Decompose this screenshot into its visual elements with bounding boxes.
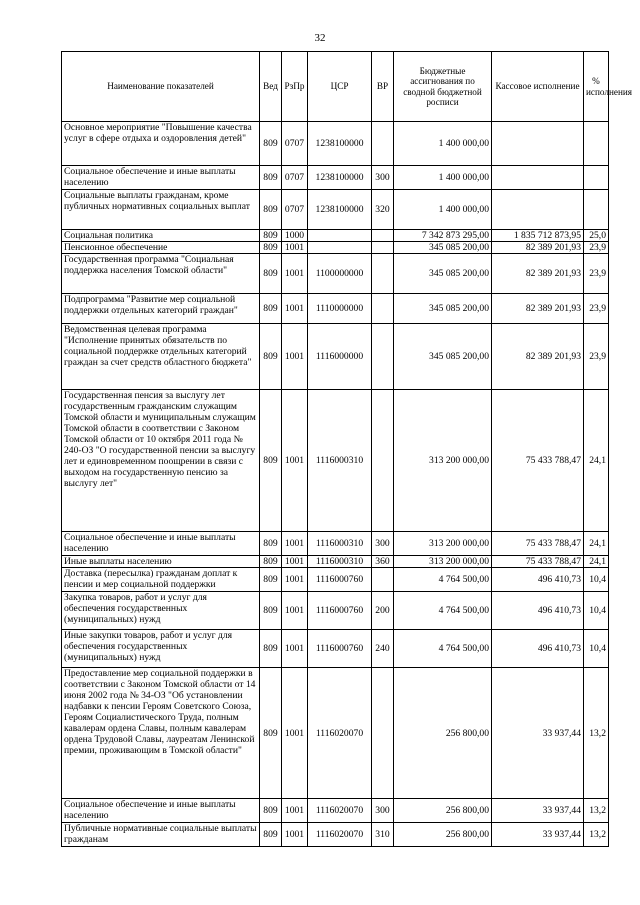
header-rzpr: РзПр xyxy=(282,52,308,122)
cell-ved: 809 xyxy=(260,532,282,556)
cell-csr: 1116000760 xyxy=(308,592,372,630)
cell-rzpr: 1001 xyxy=(282,532,308,556)
table-row xyxy=(62,230,609,242)
cell-percent: 25,0 xyxy=(584,230,609,242)
cell-cash: 496 410,73 xyxy=(492,568,584,592)
cell-name: Иные выплаты населению xyxy=(62,556,260,568)
cell-rzpr: 1001 xyxy=(282,324,308,390)
cell-csr: 1116020070 xyxy=(308,799,372,823)
cell-budget: 7 342 873 295,00 xyxy=(394,230,492,242)
cell-budget: 345 085 200,00 xyxy=(394,242,492,254)
cell-name: Публичные нормативные социальные выплаты гражданам xyxy=(62,823,260,847)
cell-csr: 1110000000 xyxy=(308,294,372,324)
cell-rzpr: 0707 xyxy=(282,166,308,190)
cell-cash: 82 389 201,93 xyxy=(492,242,584,254)
cell-rzpr: 1001 xyxy=(282,799,308,823)
cell-vr: 310 xyxy=(372,823,394,847)
cell-rzpr: 1000 xyxy=(282,230,308,242)
cell-cash: 82 389 201,93 xyxy=(492,324,584,390)
cell-cash: 33 937,44 xyxy=(492,799,584,823)
page-number: 32 xyxy=(314,32,326,44)
header-vr: ВР xyxy=(372,52,394,122)
cell-name: Основное мероприятие "Повышение качества услуг в сфере отдыха и оздоровления детей" xyxy=(62,122,260,166)
cell-csr: 1100000000 xyxy=(308,254,372,294)
table-row xyxy=(62,556,609,568)
table-row xyxy=(62,630,609,668)
cell-csr: 1116020070 xyxy=(308,668,372,799)
cell-ved: 809 xyxy=(260,799,282,823)
cell-name: Подпрограмма "Развитие мер социальной поддержки отдельных категорий граждан" xyxy=(62,294,260,324)
cell-cash: 496 410,73 xyxy=(492,592,584,630)
cell-percent xyxy=(584,190,609,230)
cell-cash xyxy=(492,166,584,190)
cell-cash: 75 433 788,47 xyxy=(492,556,584,568)
cell-ved: 809 xyxy=(260,324,282,390)
cell-ved: 809 xyxy=(260,230,282,242)
cell-vr: 360 xyxy=(372,556,394,568)
table-row xyxy=(62,799,609,823)
cell-name: Государственная программа "Социальная поддержка населения Томской области" xyxy=(62,254,260,294)
cell-cash: 82 389 201,93 xyxy=(492,294,584,324)
cell-name: Закупка товаров, работ и услуг для обеспечения государственных (муниципальных) нужд xyxy=(62,592,260,630)
cell-vr xyxy=(372,324,394,390)
cell-ved: 809 xyxy=(260,294,282,324)
header-cash: Кассовое исполнение xyxy=(492,52,584,122)
cell-percent: 23,9 xyxy=(584,242,609,254)
cell-rzpr: 1001 xyxy=(282,568,308,592)
cell-vr: 300 xyxy=(372,799,394,823)
cell-budget: 256 800,00 xyxy=(394,799,492,823)
table-row xyxy=(62,254,609,294)
cell-rzpr: 1001 xyxy=(282,242,308,254)
cell-name: Социальная политика xyxy=(62,230,260,242)
table-row xyxy=(62,592,609,630)
table-row xyxy=(62,668,609,799)
cell-percent: 10,4 xyxy=(584,568,609,592)
table-row xyxy=(62,390,609,532)
cell-percent: 23,9 xyxy=(584,294,609,324)
cell-rzpr: 1001 xyxy=(282,294,308,324)
cell-percent: 24,1 xyxy=(584,390,609,532)
cell-budget: 345 085 200,00 xyxy=(394,254,492,294)
cell-cash: 496 410,73 xyxy=(492,630,584,668)
cell-vr xyxy=(372,668,394,799)
cell-cash: 75 433 788,47 xyxy=(492,532,584,556)
cell-rzpr: 1001 xyxy=(282,592,308,630)
cell-vr xyxy=(372,230,394,242)
cell-percent: 23,9 xyxy=(584,254,609,294)
cell-csr xyxy=(308,230,372,242)
cell-percent xyxy=(584,166,609,190)
cell-ved: 809 xyxy=(260,568,282,592)
cell-percent: 24,1 xyxy=(584,532,609,556)
cell-budget: 313 200 000,00 xyxy=(394,390,492,532)
cell-ved: 809 xyxy=(260,823,282,847)
cell-budget: 256 800,00 xyxy=(394,668,492,799)
cell-budget: 345 085 200,00 xyxy=(394,294,492,324)
cell-name: Социальные выплаты гражданам, кроме публичных нормативных социальных выплат xyxy=(62,190,260,230)
cell-csr: 1116000000 xyxy=(308,324,372,390)
cell-cash: 33 937,44 xyxy=(492,668,584,799)
cell-rzpr: 1001 xyxy=(282,823,308,847)
table-row xyxy=(62,532,609,556)
cell-budget: 313 200 000,00 xyxy=(394,556,492,568)
cell-budget: 313 200 000,00 xyxy=(394,532,492,556)
table-row xyxy=(62,823,609,847)
table-row xyxy=(62,122,609,166)
cell-vr xyxy=(372,568,394,592)
table-header-row xyxy=(62,52,609,122)
cell-name: Доставка (пересылка) гражданам доплат к пенсии и мер социальной поддержки xyxy=(62,568,260,592)
cell-name: Иные закупки товаров, работ и услуг для обеспечения государственных (муниципальных) нужд xyxy=(62,630,260,668)
cell-ved: 809 xyxy=(260,630,282,668)
cell-csr: 1116000310 xyxy=(308,532,372,556)
header-csr: ЦСР xyxy=(308,52,372,122)
table-row xyxy=(62,324,609,390)
cell-name: Социальное обеспечение и иные выплаты населению xyxy=(62,532,260,556)
cell-ved: 809 xyxy=(260,254,282,294)
cell-csr xyxy=(308,242,372,254)
cell-percent: 24,1 xyxy=(584,556,609,568)
cell-csr: 1238100000 xyxy=(308,122,372,166)
cell-vr: 300 xyxy=(372,532,394,556)
cell-vr: 320 xyxy=(372,190,394,230)
cell-percent xyxy=(584,122,609,166)
cell-rzpr: 1001 xyxy=(282,668,308,799)
cell-name: Государственная пенсия за выслугу лет государственным гражданским служащим Томской области и муниципальным служащим Томской области в соответствии с Законом Томской области от 10 октября 2011 года № 240-ОЗ "О государственной пенсии за выслугу лет и единовременном поощрении в связи с выходом на государственную пенсию за выслугу лет" xyxy=(62,390,260,532)
cell-vr xyxy=(372,122,394,166)
cell-budget: 4 764 500,00 xyxy=(394,630,492,668)
budget-execution-table xyxy=(61,51,633,847)
cell-budget: 256 800,00 xyxy=(394,823,492,847)
header-percent: % исполнения xyxy=(584,52,609,122)
table-row xyxy=(62,242,609,254)
cell-csr: 1116000760 xyxy=(308,568,372,592)
cell-vr xyxy=(372,242,394,254)
cell-name: Социальное обеспечение и иные выплаты населению xyxy=(62,799,260,823)
cell-vr xyxy=(372,390,394,532)
cell-ved: 809 xyxy=(260,242,282,254)
cell-name: Предоставление мер социальной поддержки в соответствии с Законом Томской области от 14 июня 2002 года № 34-ОЗ "Об установлении надбавки к пенсии Героям Советского Союза, Героям Социалистического Труда, полным кавалерам ордена Славы, полным кавалерам ордена Трудовой Славы, лауреатам Ленинской премии, проживающим в Томской области" xyxy=(62,668,260,799)
cell-budget: 4 764 500,00 xyxy=(394,592,492,630)
cell-vr: 200 xyxy=(372,592,394,630)
cell-ved: 809 xyxy=(260,190,282,230)
cell-vr: 240 xyxy=(372,630,394,668)
cell-csr: 1116000760 xyxy=(308,630,372,668)
table-row xyxy=(62,166,609,190)
cell-ved: 809 xyxy=(260,556,282,568)
cell-vr: 300 xyxy=(372,166,394,190)
cell-csr: 1116020070 xyxy=(308,823,372,847)
cell-percent: 13,2 xyxy=(584,668,609,799)
cell-ved: 809 xyxy=(260,122,282,166)
cell-vr xyxy=(372,254,394,294)
header-ved: Вед xyxy=(260,52,282,122)
cell-csr: 1116000310 xyxy=(308,556,372,568)
cell-csr: 1238100000 xyxy=(308,166,372,190)
header-budget: Бюджетные ассигнования по сводной бюджетной росписи xyxy=(394,52,492,122)
cell-rzpr: 1001 xyxy=(282,556,308,568)
cell-csr: 1116000310 xyxy=(308,390,372,532)
cell-ved: 809 xyxy=(260,390,282,532)
cell-rzpr: 0707 xyxy=(282,190,308,230)
cell-ved: 809 xyxy=(260,166,282,190)
cell-budget: 1 400 000,00 xyxy=(394,190,492,230)
cell-percent: 10,4 xyxy=(584,630,609,668)
cell-rzpr: 1001 xyxy=(282,254,308,294)
table-row xyxy=(62,294,609,324)
cell-percent: 23,9 xyxy=(584,324,609,390)
cell-csr: 1238100000 xyxy=(308,190,372,230)
cell-budget: 1 400 000,00 xyxy=(394,166,492,190)
cell-percent: 13,2 xyxy=(584,823,609,847)
header-name: Наименование показателей xyxy=(62,52,260,122)
cell-cash: 82 389 201,93 xyxy=(492,254,584,294)
cell-cash: 75 433 788,47 xyxy=(492,390,584,532)
cell-rzpr: 0707 xyxy=(282,122,308,166)
table-row xyxy=(62,190,609,230)
cell-budget: 1 400 000,00 xyxy=(394,122,492,166)
cell-cash xyxy=(492,190,584,230)
cell-vr xyxy=(372,294,394,324)
cell-name: Пенсионное обеспечение xyxy=(62,242,260,254)
cell-budget: 4 764 500,00 xyxy=(394,568,492,592)
cell-cash xyxy=(492,122,584,166)
cell-budget: 345 085 200,00 xyxy=(394,324,492,390)
cell-ved: 809 xyxy=(260,668,282,799)
cell-rzpr: 1001 xyxy=(282,390,308,532)
cell-cash: 33 937,44 xyxy=(492,823,584,847)
table-row xyxy=(62,568,609,592)
cell-cash: 1 835 712 873,95 xyxy=(492,230,584,242)
cell-ved: 809 xyxy=(260,592,282,630)
cell-name: Социальное обеспечение и иные выплаты населению xyxy=(62,166,260,190)
cell-name: Ведомственная целевая программа "Исполнение принятых обязательств по социальной поддержке отдельных категорий граждан за счет средств областного бюджета" xyxy=(62,324,260,390)
cell-percent: 10,4 xyxy=(584,592,609,630)
cell-rzpr: 1001 xyxy=(282,630,308,668)
cell-percent: 13,2 xyxy=(584,799,609,823)
